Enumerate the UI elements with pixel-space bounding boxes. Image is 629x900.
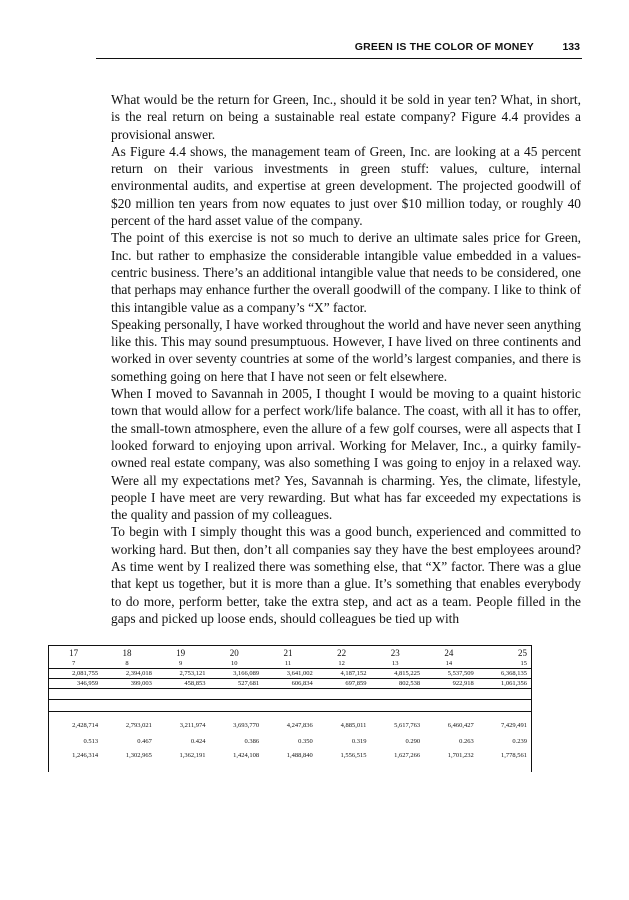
table-row xyxy=(49,669,532,679)
table-cell: 697,859 xyxy=(317,679,371,689)
table-cell: 3,166,089 xyxy=(209,669,263,679)
table-cell: 3,641,002 xyxy=(263,669,317,679)
table-cell: 399,003 xyxy=(102,679,156,689)
table-cell: 802,538 xyxy=(370,679,424,689)
table-cell xyxy=(156,689,210,700)
column-index: 15 xyxy=(478,659,532,669)
table-cell xyxy=(102,689,156,700)
body-text xyxy=(111,91,581,627)
table-cell xyxy=(49,689,103,700)
column-header: 19 xyxy=(156,646,210,660)
running-header-title: GREEN IS THE COLOR OF MONEY xyxy=(354,41,534,53)
table-cell: 1,362,191 xyxy=(179,752,206,759)
column-header: 25 xyxy=(478,646,532,660)
table-cell: 5,617,763 xyxy=(394,721,421,729)
table-cell xyxy=(156,700,210,712)
table-blank-row xyxy=(49,700,532,712)
table-cell xyxy=(102,700,156,712)
column-header: 23 xyxy=(370,646,424,660)
table-cell: 1,061,356 xyxy=(478,679,532,689)
table-cell: 0.319 xyxy=(351,738,367,745)
table-cell: 2,753,121 xyxy=(156,669,210,679)
table-index-row xyxy=(49,659,532,669)
table-cell: 4,247,836 xyxy=(286,721,313,729)
table-cell: 2,081,755 xyxy=(49,669,103,679)
table-cell xyxy=(370,700,424,712)
table-cell: 1,778,561 xyxy=(478,752,532,772)
table-cell: 458,853 xyxy=(156,679,210,689)
table-cell xyxy=(49,700,103,712)
table-cell: 1,246,314 xyxy=(49,752,103,772)
table-cell: 1,302,965 xyxy=(125,752,152,759)
column-index: 14 xyxy=(445,660,453,667)
table-cell: 4,885,011 xyxy=(340,721,367,729)
paragraph-3: The point of this exercise is not so much to derive an ultimate sales price for Green, Inc. but rather to emphasize the considerable intangible value embedded in a values-centric business. There’s an additional intangible value that needs to be considered, one that perhaps may enhance further the overall goodwill of the company. I like to think of this intangible value as a company’s “X” factor. xyxy=(111,230,581,315)
table-cell: 2,793,021 xyxy=(125,721,152,729)
column-header: 20 xyxy=(209,646,263,660)
table-cell: 0.350 xyxy=(298,738,313,745)
column-index: 13 xyxy=(392,660,399,667)
table-row xyxy=(49,738,532,752)
table-cell: 527,681 xyxy=(209,679,263,689)
table-cell xyxy=(263,689,317,700)
table-cell: 1,424,108 xyxy=(233,752,260,759)
table-cell: 606,834 xyxy=(263,679,317,689)
table-cell: 1,627,266 xyxy=(394,752,421,759)
table-cell xyxy=(478,700,532,712)
page-number: 133 xyxy=(562,41,580,53)
table-cell xyxy=(424,689,478,700)
table-cell: 346,959 xyxy=(49,679,103,689)
table-cell: 7,429,491 xyxy=(478,712,532,739)
paragraph-5: When I moved to Savannah in 2005, I thought I would be moving to a quaint historic town that would allow for a perfect work/life balance. The coast, with all it has to offer, the small-town atmosphere, even the allure of a few golf courses, were all aspects that I looked forward to enjoying upon arrival. Working for Melaver, Inc., a quirky family-owned real estate company, was also something I was going to enjoy in a relaxed way. Were all my expectations met? Yes, Savannah is charming. Yes, the climate, lifestyle, people I have meet are very rewarding. But what has far exceeded my expectations is the quality and passion of my colleagues. xyxy=(111,386,581,523)
table-cell: 0.467 xyxy=(137,738,152,745)
column-header: 18 xyxy=(102,646,156,660)
table-cell xyxy=(478,689,532,700)
column-header: 24 xyxy=(424,646,478,660)
table-cell: 4,815,225 xyxy=(370,669,424,679)
column-index: 7 xyxy=(49,659,103,669)
table-cell: 0.513 xyxy=(49,738,103,752)
column-index: 10 xyxy=(231,660,238,667)
table-row xyxy=(49,752,532,772)
running-header xyxy=(96,38,582,59)
table-cell: 0.424 xyxy=(190,738,206,745)
table-row xyxy=(49,679,532,689)
table-cell xyxy=(317,689,371,700)
table-cell: 5,537,509 xyxy=(424,669,478,679)
table-cell: 0.386 xyxy=(244,738,260,745)
table-cell: 4,187,152 xyxy=(317,669,371,679)
table-cell: 0.290 xyxy=(405,738,421,745)
paragraph-4: Speaking personally, I have worked throughout the world and have never seen anything like this. This may sound presumptuous. However, I have lived on three continents and worked in over seventy countries at some of the world’s largest companies, and there is something going on here that I have not seen or felt elsewhere. xyxy=(111,316,581,384)
paragraph-1: What would be the return for Green, Inc., should it be sold in year ten? What, in short, is the real return on being a sustainable real estate company? Figure 4.4 provides a provisional answer. xyxy=(111,92,581,142)
column-header: 17 xyxy=(49,646,103,660)
table-cell xyxy=(370,689,424,700)
column-index: 11 xyxy=(284,660,292,667)
table-cell: 2,428,714 xyxy=(49,712,103,739)
table-cell xyxy=(263,700,317,712)
column-header: 21 xyxy=(263,646,317,660)
table-cell: 922,918 xyxy=(424,679,478,689)
table-cell: 3,211,974 xyxy=(179,721,206,729)
paragraph-6: To begin with I simply thought this was a good bunch, experienced and committed to working hard. But then, don’t all companies say they have the best employees around? As time went by I realized there was something else, that “X” factor. There was a glue that kept us together, but it is more than a glue. It’s something that enables everybody to do more, perform better, take the extra step, and act as a team. People filled in the gaps and picked up loose ends, should colleagues be tied up with xyxy=(111,524,581,626)
table-header-row xyxy=(49,646,532,660)
column-index: 12 xyxy=(338,660,345,667)
financial-table-grid xyxy=(48,645,532,772)
table-cell: 1,701,232 xyxy=(447,752,474,759)
table-cell xyxy=(424,700,478,712)
table-cell: 1,556,515 xyxy=(340,752,367,759)
table-row xyxy=(49,712,532,739)
table-cell: 0.263 xyxy=(459,738,474,745)
table-cell: 6,368,135 xyxy=(478,669,532,679)
paragraph-2: As Figure 4.4 shows, the management team of Green, Inc. are looking at a 45 percent return on their various investments in green stuff: values, culture, internal environmental audits, and expertise at green development. The projected goodwill of $20 million ten years from now equates to just over $10 million today, or roughly 40 percent of the hard asset value of the company. xyxy=(111,143,581,229)
table-cell xyxy=(317,700,371,712)
table-cell: 2,394,018 xyxy=(102,669,156,679)
table-cell: 0.239 xyxy=(478,738,532,752)
table-blank-row xyxy=(49,689,532,700)
table-cell: 3,693,770 xyxy=(233,721,260,729)
table-cell xyxy=(209,689,263,700)
table-cell: 6,460,427 xyxy=(447,721,474,729)
table-cell xyxy=(209,700,263,712)
financial-table xyxy=(48,645,532,757)
column-index: 9 xyxy=(179,660,183,667)
table-cell: 1,488,840 xyxy=(286,752,313,759)
column-index: 8 xyxy=(125,660,129,667)
column-header: 22 xyxy=(317,646,371,660)
